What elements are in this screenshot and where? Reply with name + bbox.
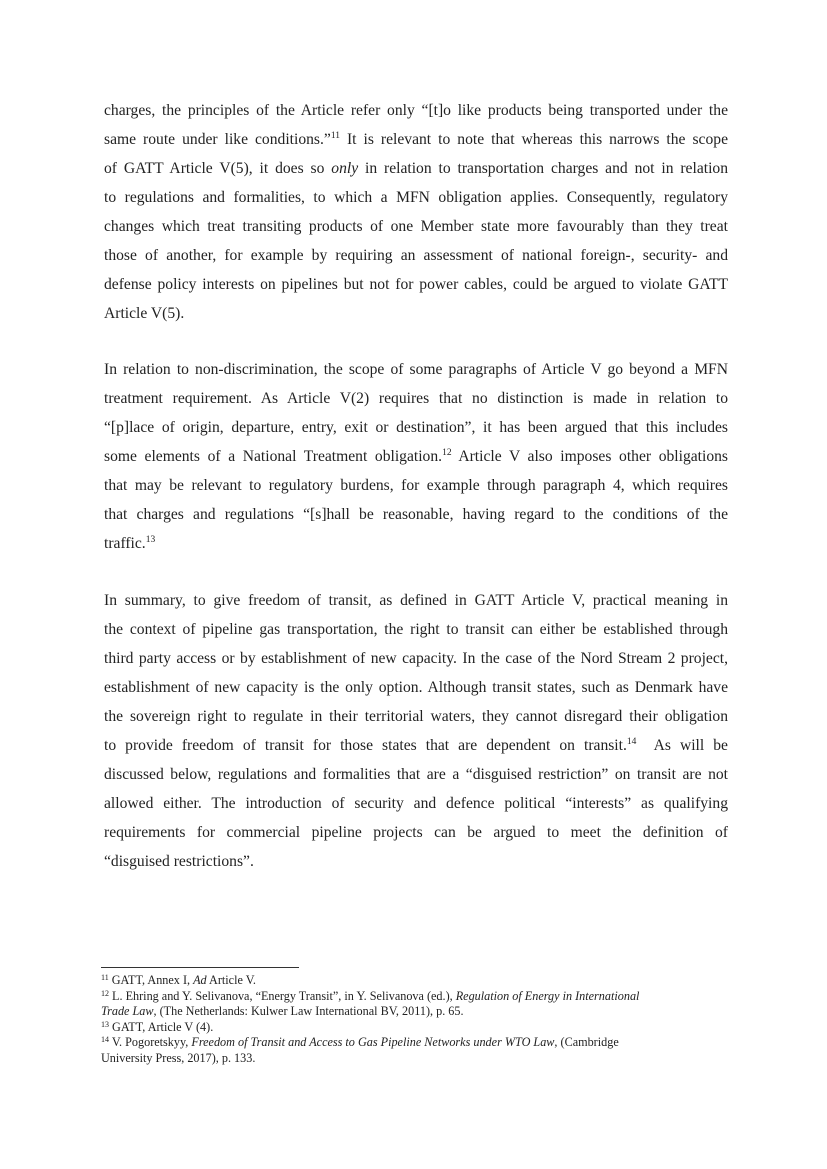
text-line: same route under like conditions.”$^{11}$ It is relevant to note that whereas this narrows the scope <box>104 131 728 148</box>
emphasis: only <box>331 160 359 177</box>
text-line: charges, the principles of the Article refer only “[t]o like products being transported under the <box>104 102 728 119</box>
footnote-ref[interactable]: 14 <box>626 737 637 747</box>
paragraph-summary <box>104 586 728 876</box>
footnote-14: $^{14}$ V. Pogoretskyy, Freedom of Transit and Access to Gas Pipeline Networks under WTO Law, (Cambridge University Press, 2017), p. 133. <box>101 1035 619 1065</box>
footnote-11: $^{11}$ GATT, Annex I, Ad Article V. <box>101 973 256 987</box>
footnote-ref[interactable]: 13 <box>145 535 156 545</box>
text-line: discussed below, regulations and formalities that are a “disguised restriction” on transit are not <box>104 766 728 783</box>
text-line: changes which treat transiting products of one Member state more favourably than they treat <box>104 218 728 235</box>
text-line: treatment requirement. As Article V(2) requires that no distinction is made in relation to <box>104 390 728 407</box>
paragraph-non-discrimination <box>104 355 728 558</box>
text-line: In summary, to give freedom of transit, as defined in GATT Article V, practical meaning in <box>104 592 728 609</box>
paragraph-transport-charges <box>104 96 728 328</box>
text-line: that may be relevant to regulatory burdens, for example through paragraph 4, which requires <box>104 477 728 494</box>
text-line: traffic.$^{13}$ <box>104 535 156 552</box>
text-line: of GATT Article V(5), it does so only in relation to transportation charges and not in relation <box>104 160 728 177</box>
text-line: third party access or by establishment of new capacity. In the case of the Nord Stream 2 project, <box>104 650 728 667</box>
footnote-separator <box>101 967 299 968</box>
footnotes <box>101 973 741 1066</box>
text-line: establishment of new capacity is the only option. Although transit states, such as Denmark have <box>104 679 728 696</box>
text-line: to provide freedom of transit for those states that are dependent on transit.$^{14}$ As will be <box>104 737 728 754</box>
text-line: “disguised restrictions”. <box>104 853 254 870</box>
footnote-ref[interactable]: 11 <box>330 131 340 141</box>
text-line: that charges and regulations “[s]hall be reasonable, having regard to the conditions of the <box>104 506 728 523</box>
text-line: to regulations and formalities, to which a MFN obligation applies. Consequently, regulatory <box>104 189 728 206</box>
text-line: In relation to non-discrimination, the scope of some paragraphs of Article V go beyond a MFN <box>104 361 728 378</box>
footnote-12: $^{12}$ L. Ehring and Y. Selivanova, “Energy Transit”, in Y. Selivanova (ed.), Regulation of Energy in International Trade Law, (The Netherlands: Kulwer Law International BV, 2011), p. 65. <box>101 988 640 1018</box>
text-line: the context of pipeline gas transportation, the right to transit can either be established through <box>104 621 728 638</box>
text-line: “[p]lace of origin, departure, entry, exit or destination”, it has been argued that this includes <box>104 419 728 436</box>
text-line: some elements of a National Treatment obligation.$^{12}$ Article V also imposes other obligations <box>104 448 728 465</box>
text-line: allowed either. The introduction of security and defence political “interests” as qualifying <box>104 795 728 812</box>
text-line: requirements for commercial pipeline projects can be argued to meet the definition of <box>104 824 728 841</box>
text-line: defense policy interests on pipelines but not for power cables, could be argued to violate GATT <box>104 276 728 293</box>
text-line: Article V(5). <box>104 305 185 322</box>
footnote-13: $^{13}$ GATT, Article V (4). <box>101 1019 214 1034</box>
text-line: the sovereign right to regulate in their territorial waters, they cannot disregard their obligation <box>104 708 728 725</box>
text-line: those of another, for example by requiring an assessment of national foreign-, security- and <box>104 247 728 264</box>
footnote-ref[interactable]: 12 <box>442 448 452 458</box>
